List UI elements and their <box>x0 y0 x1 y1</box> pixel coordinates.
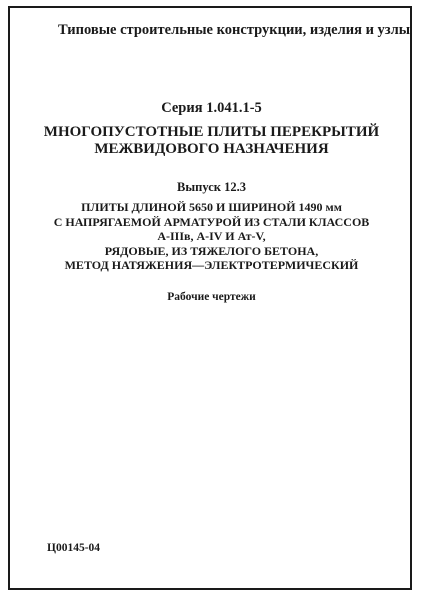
document-code: Ц00145-04 <box>47 542 101 554</box>
subtitle-line: РЯДОВЫЕ, ИЗ ТЯЖЕЛОГО БЕТОНА, <box>104 243 319 258</box>
issue-label: Выпуск 12.3 <box>177 180 246 194</box>
subtitle-line: ПЛИТЫ ДЛИНОЙ 5650 И ШИРИНОЙ 1490 мм <box>81 200 342 214</box>
subtitle-line: А-IIIв, А-IV И Ат-V, <box>157 229 266 243</box>
subtitle-line: С НАПРЯГАЕМОЙ АРМАТУРОЙ ИЗ СТАЛИ КЛАССОВ <box>53 214 370 229</box>
issue-subtitle <box>0 200 423 273</box>
main-title-line: МНОГОПУСТОТНЫЕ ПЛИТЫ ПЕРЕКРЫТИЙ <box>43 124 380 140</box>
main-title <box>0 124 423 158</box>
collection-header: Типовые строительные конструкции, изделия и узлы <box>58 22 411 38</box>
main-title-line: МЕЖВИДОВОГО НАЗНАЧЕНИЯ <box>94 141 329 157</box>
document-type: Рабочие чертежи <box>167 291 256 303</box>
subtitle-line: МЕТОД НАТЯЖЕНИЯ—ЭЛЕКТРОТЕРМИЧЕСКИЙ <box>64 258 359 272</box>
series-number: Серия 1.041.1-5 <box>161 100 262 116</box>
